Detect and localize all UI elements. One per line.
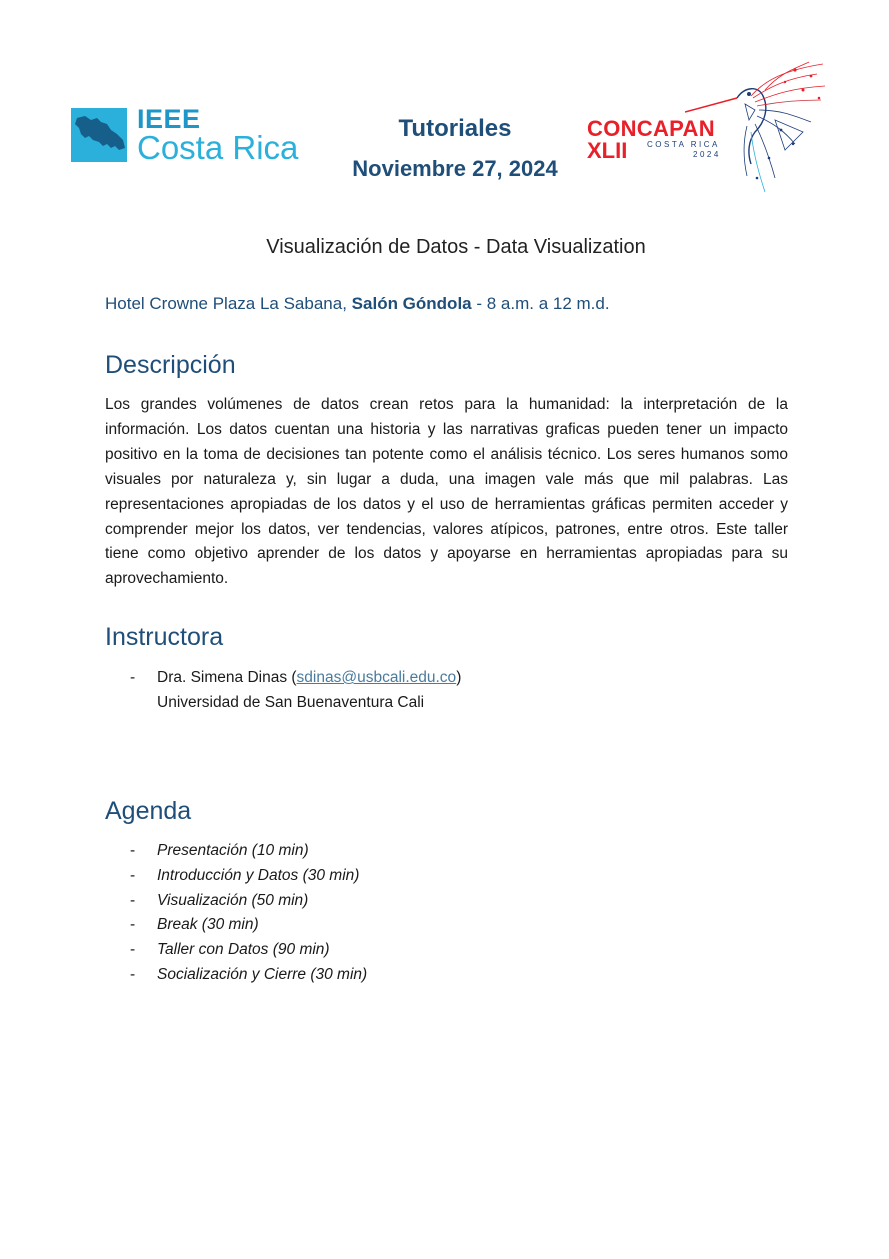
- event-location: [105, 292, 610, 316]
- list-item: - Break (30 min): [130, 916, 259, 934]
- instructor-heading: Instructora: [105, 623, 224, 651]
- agenda-item: Socialización y Cierre (30 min): [157, 965, 368, 983]
- concapan-year-text: 2024: [693, 150, 721, 159]
- ieee-logo-text: IEEE: [137, 104, 201, 134]
- agenda-item: Presentación (10 min): [157, 842, 309, 859]
- list-item: - Visualización (50 min): [130, 891, 309, 909]
- tutorial-subtitle: Visualización de Datos - Data Visualization: [266, 236, 646, 258]
- instructor-email-link[interactable]: sdinas@usbcali.edu.co: [296, 669, 457, 686]
- event-date: Noviembre 27, 2024: [352, 156, 558, 181]
- costa-rica-logo-text: Costa Rica: [137, 129, 299, 166]
- agenda-item: Visualización (50 min): [157, 891, 309, 909]
- venue-name: Hotel Crowne Plaza La Sabana,: [105, 294, 347, 313]
- instructor-affiliation: Universidad de San Buenaventura Cali: [157, 693, 425, 711]
- agenda-heading: Agenda: [105, 797, 192, 825]
- concapan-country-text: COSTA RICA: [647, 140, 720, 149]
- agenda-list: [105, 839, 367, 988]
- instructor-list: [105, 666, 461, 716]
- description-heading: Descripción: [105, 351, 236, 379]
- ieee-costa-rica-logo: [71, 106, 321, 166]
- list-item: - Taller con Datos (90 min): [130, 941, 330, 959]
- page-title: Tutoriales: [398, 115, 512, 142]
- list-item: - Dra. Simena Dinas (sdinas@usbcali.edu.co) Universidad de San Buenaventura Cali: [130, 669, 462, 711]
- instructor-name: Dra. Simena Dinas (: [157, 669, 297, 686]
- event-time: - 8 a.m. a 12 m.d.: [476, 294, 610, 313]
- list-item: - Socialización y Cierre (30 min): [130, 965, 368, 983]
- room-name: Salón Góndola: [351, 294, 472, 313]
- description-paragraph: Los grandes volúmenes de datos crean retos para la humanidad: la interpretación de la información. Los datos cuentan una historia y las narrativas graficas pueden tener un impacto positivo en la toma de decisiones tan potente como el análisis técnico. Los seres humanos somo visuales por naturaleza y, sin lugar a duda, una imagen vale más que mil palabras. Las representaciones apropiadas de los datos y el uso de herramientas gráficas permiten acceder y comprender mejor los datos, ver tendencias, valores atípicos, patrones, entre otros. Este taller tiene como objetivo aprender de los datos y apoyarse en herramientas apropiadas para su aprovechamiento.: [105, 396, 788, 588]
- concapan-edition-text: XLII: [587, 138, 628, 163]
- list-item: - Introducción y Datos (30 min): [130, 866, 360, 884]
- agenda-item: Introducción y Datos (30 min): [157, 866, 360, 884]
- costa-rica-map-icon: [71, 108, 127, 162]
- concapan-logo: [585, 60, 830, 195]
- agenda-item: Break (30 min): [157, 916, 259, 934]
- agenda-item: Taller con Datos (90 min): [157, 941, 330, 959]
- concapan-logo-text: CONCAPAN: [587, 116, 715, 141]
- instructor-name-suffix: ): [456, 669, 462, 686]
- list-item: - Presentación (10 min): [130, 842, 309, 859]
